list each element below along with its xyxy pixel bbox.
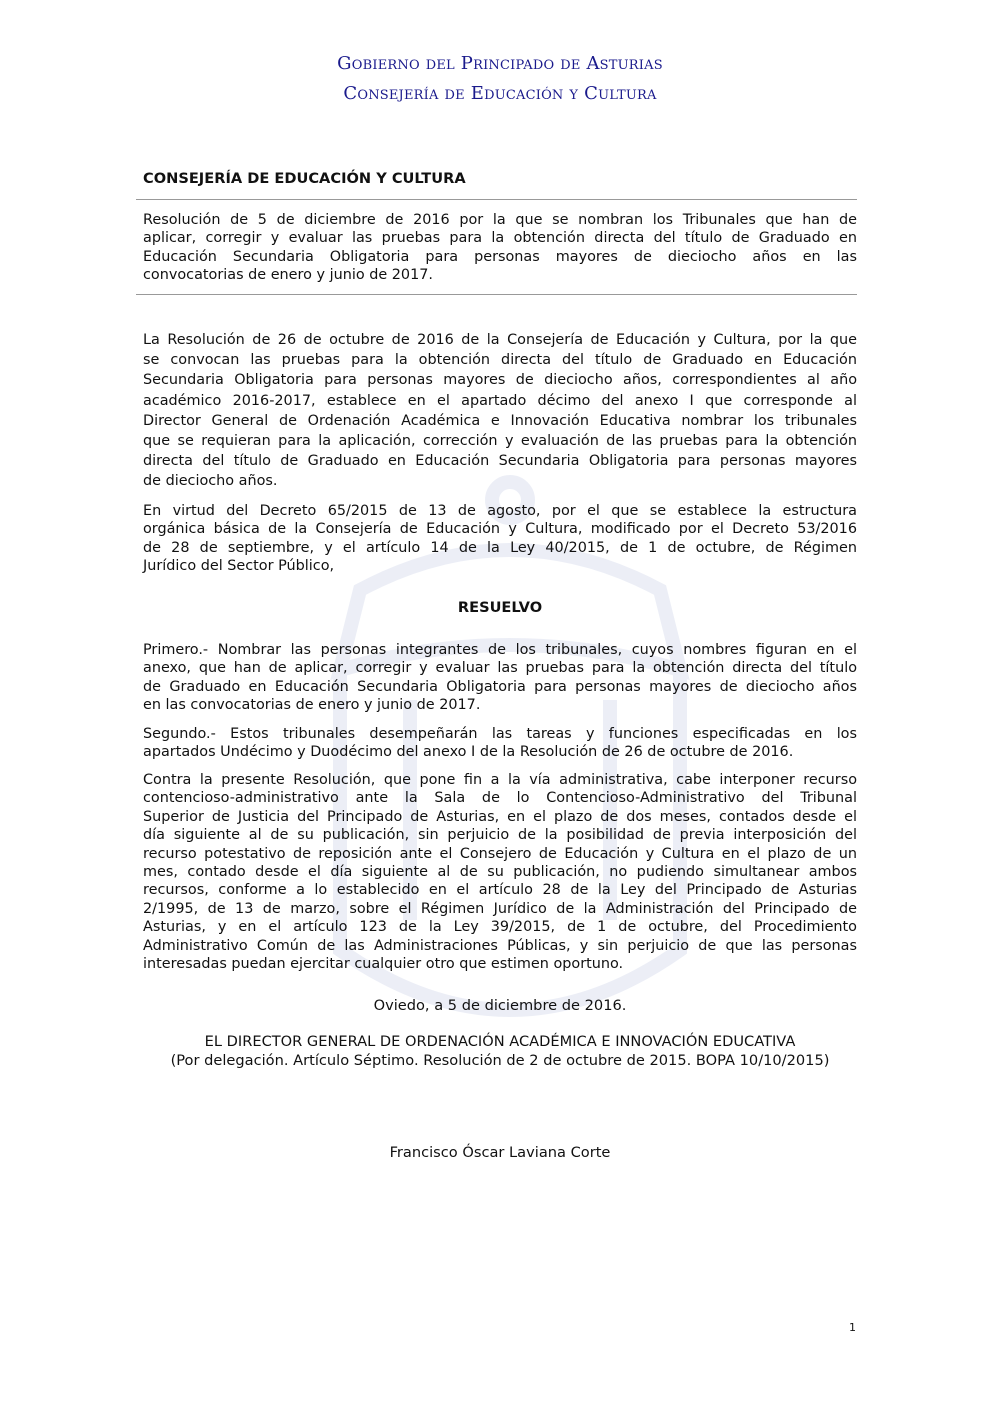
text-line: de 28 de septiembre, y el artículo 14 de la Ley 40/2015, de 1 de octubre, de Régimen xyxy=(143,539,857,556)
paragraph-appeal xyxy=(143,771,857,973)
text-line: interesadas puedan ejercitar cualquier otro que estimen oportuno. xyxy=(143,956,624,973)
text-line: Jurídico del Sector Público, xyxy=(143,558,335,575)
text-line: de dieciocho años. xyxy=(143,473,278,490)
text-line: día siguiente al de su publicación, sin perjuicio de la posibilidad de previa interposición del xyxy=(143,827,857,844)
place-date: Oviedo, a 5 de diciembre de 2016. xyxy=(373,997,627,1014)
text-line: contencioso-administrativo ante la Sala de lo Contencioso-Administrativo del Tribunal xyxy=(143,790,857,807)
text-line: directa del título de Graduado en Educación Secundaria Obligatoria para personas mayores xyxy=(143,453,857,470)
text-line: 2/1995, de 13 de marzo, sobre el Régimen Jurídico de la Administración del Principado de xyxy=(143,900,857,917)
text-line: Educación Secundaria Obligatoria para personas mayores de dieciocho años en las xyxy=(143,248,857,265)
signer-title: EL DIRECTOR GENERAL DE ORDENACIÓN ACADÉMICA E INNOVACIÓN EDUCATIVA xyxy=(204,1033,796,1050)
paragraph-segundo xyxy=(143,725,857,762)
text-line: La Resolución de 26 de octubre de 2016 de la Consejería de Educación y Cultura, por la que xyxy=(143,332,857,348)
paragraph-background xyxy=(143,330,857,492)
text-line: Segundo.- Estos tribunales desempeñarán las tareas y funciones especificadas en los xyxy=(143,726,857,742)
text-line: Contra la presente Resolución, que pone fin a la vía administrativa, cabe interponer recurso xyxy=(143,772,857,788)
text-line: En virtud del Decreto 65/2015 de 13 de agosto, por el que se establece la estructura xyxy=(143,503,857,519)
text-line: convocatorias de enero y junio de 2017. xyxy=(143,266,433,283)
delegation-note: (Por delegación. Artículo Séptimo. Resolución de 2 de octubre de 2015. BOPA 10/10/2015) xyxy=(170,1052,830,1069)
text-line: Asturias, y en el artículo 123 de la Ley 39/2015, de 1 de octubre, del Procedimiento xyxy=(143,919,857,936)
text-line: Primero.- Nombrar las personas integrantes de los tribunales, cuyos nombres figuran en el xyxy=(143,642,857,658)
text-line: Resolución de 5 de diciembre de 2016 por la que se nombran los Tribunales que han de xyxy=(143,212,857,228)
text-line: mes, contado desde el día siguiente al de su publicación, no pudiendo simultanear ambos xyxy=(143,864,857,881)
paragraph-legal-basis xyxy=(143,502,857,576)
text-line: anexo, que han de aplicar, corregir y evaluar las pruebas para la obtención directa del título xyxy=(143,660,857,677)
header-government: Gobierno del Principado de Asturias xyxy=(337,53,663,74)
resolution-summary xyxy=(143,211,857,284)
text-line: Secundaria Obligatoria para personas mayores de dieciocho años, correspondientes al año xyxy=(143,372,857,389)
text-line: Administrativo Común de las Administraciones Públicas, y sin perjuicio de que las personas xyxy=(143,937,857,954)
text-line: apartados Undécimo y Duodécimo del anexo I de la Resolución de 26 de octubre de 2016. xyxy=(143,744,794,761)
text-line: se convocan las pruebas para la obtención directa del título de Graduado en Educación xyxy=(143,352,857,369)
header-department: Consejería de Educación y Cultura xyxy=(343,83,657,104)
text-line: aplicar, corregir y evaluar las pruebas para la obtención directa del título de Graduado en xyxy=(143,230,857,247)
section-title: CONSEJERÍA DE EDUCACIÓN Y CULTURA xyxy=(143,170,466,187)
text-line: académico 2016-2017, establece en el apartado décimo del anexo I que corresponde al xyxy=(143,392,857,409)
text-line: Director General de Ordenación Académica e Innovación Educativa nombrar los tribunales xyxy=(143,412,857,429)
text-line: recurso potestativo de reposición ante el Consejero de Educación y Cultura en el plazo de un xyxy=(143,845,857,862)
text-line: Superior de Justicia del Principado de Asturias, en el plazo de dos meses, contados desde el xyxy=(143,808,857,825)
divider-bottom xyxy=(136,294,857,295)
text-line: de Graduado en Educación Secundaria Obligatoria para personas mayores de dieciocho años xyxy=(143,678,857,695)
signer-name: Francisco Óscar Laviana Corte xyxy=(389,1144,611,1161)
resuelvo-heading: RESUELVO xyxy=(457,599,543,616)
divider-top xyxy=(136,199,857,200)
paragraph-primero xyxy=(143,641,857,715)
text-line: que se requieran para la aplicación, corrección y evaluación de las pruebas para la obtención xyxy=(143,433,857,450)
text-line: orgánica básica de la Consejería de Educación y Cultura, modificado por el Decreto 53/2016 xyxy=(143,521,857,538)
text-line: recursos, conforme a lo establecido en el artículo 28 de la Ley del Principado de Asturias xyxy=(143,882,857,899)
text-line: en las convocatorias de enero y junio de 2017. xyxy=(143,697,481,714)
page-number: 1 xyxy=(849,1321,856,1334)
